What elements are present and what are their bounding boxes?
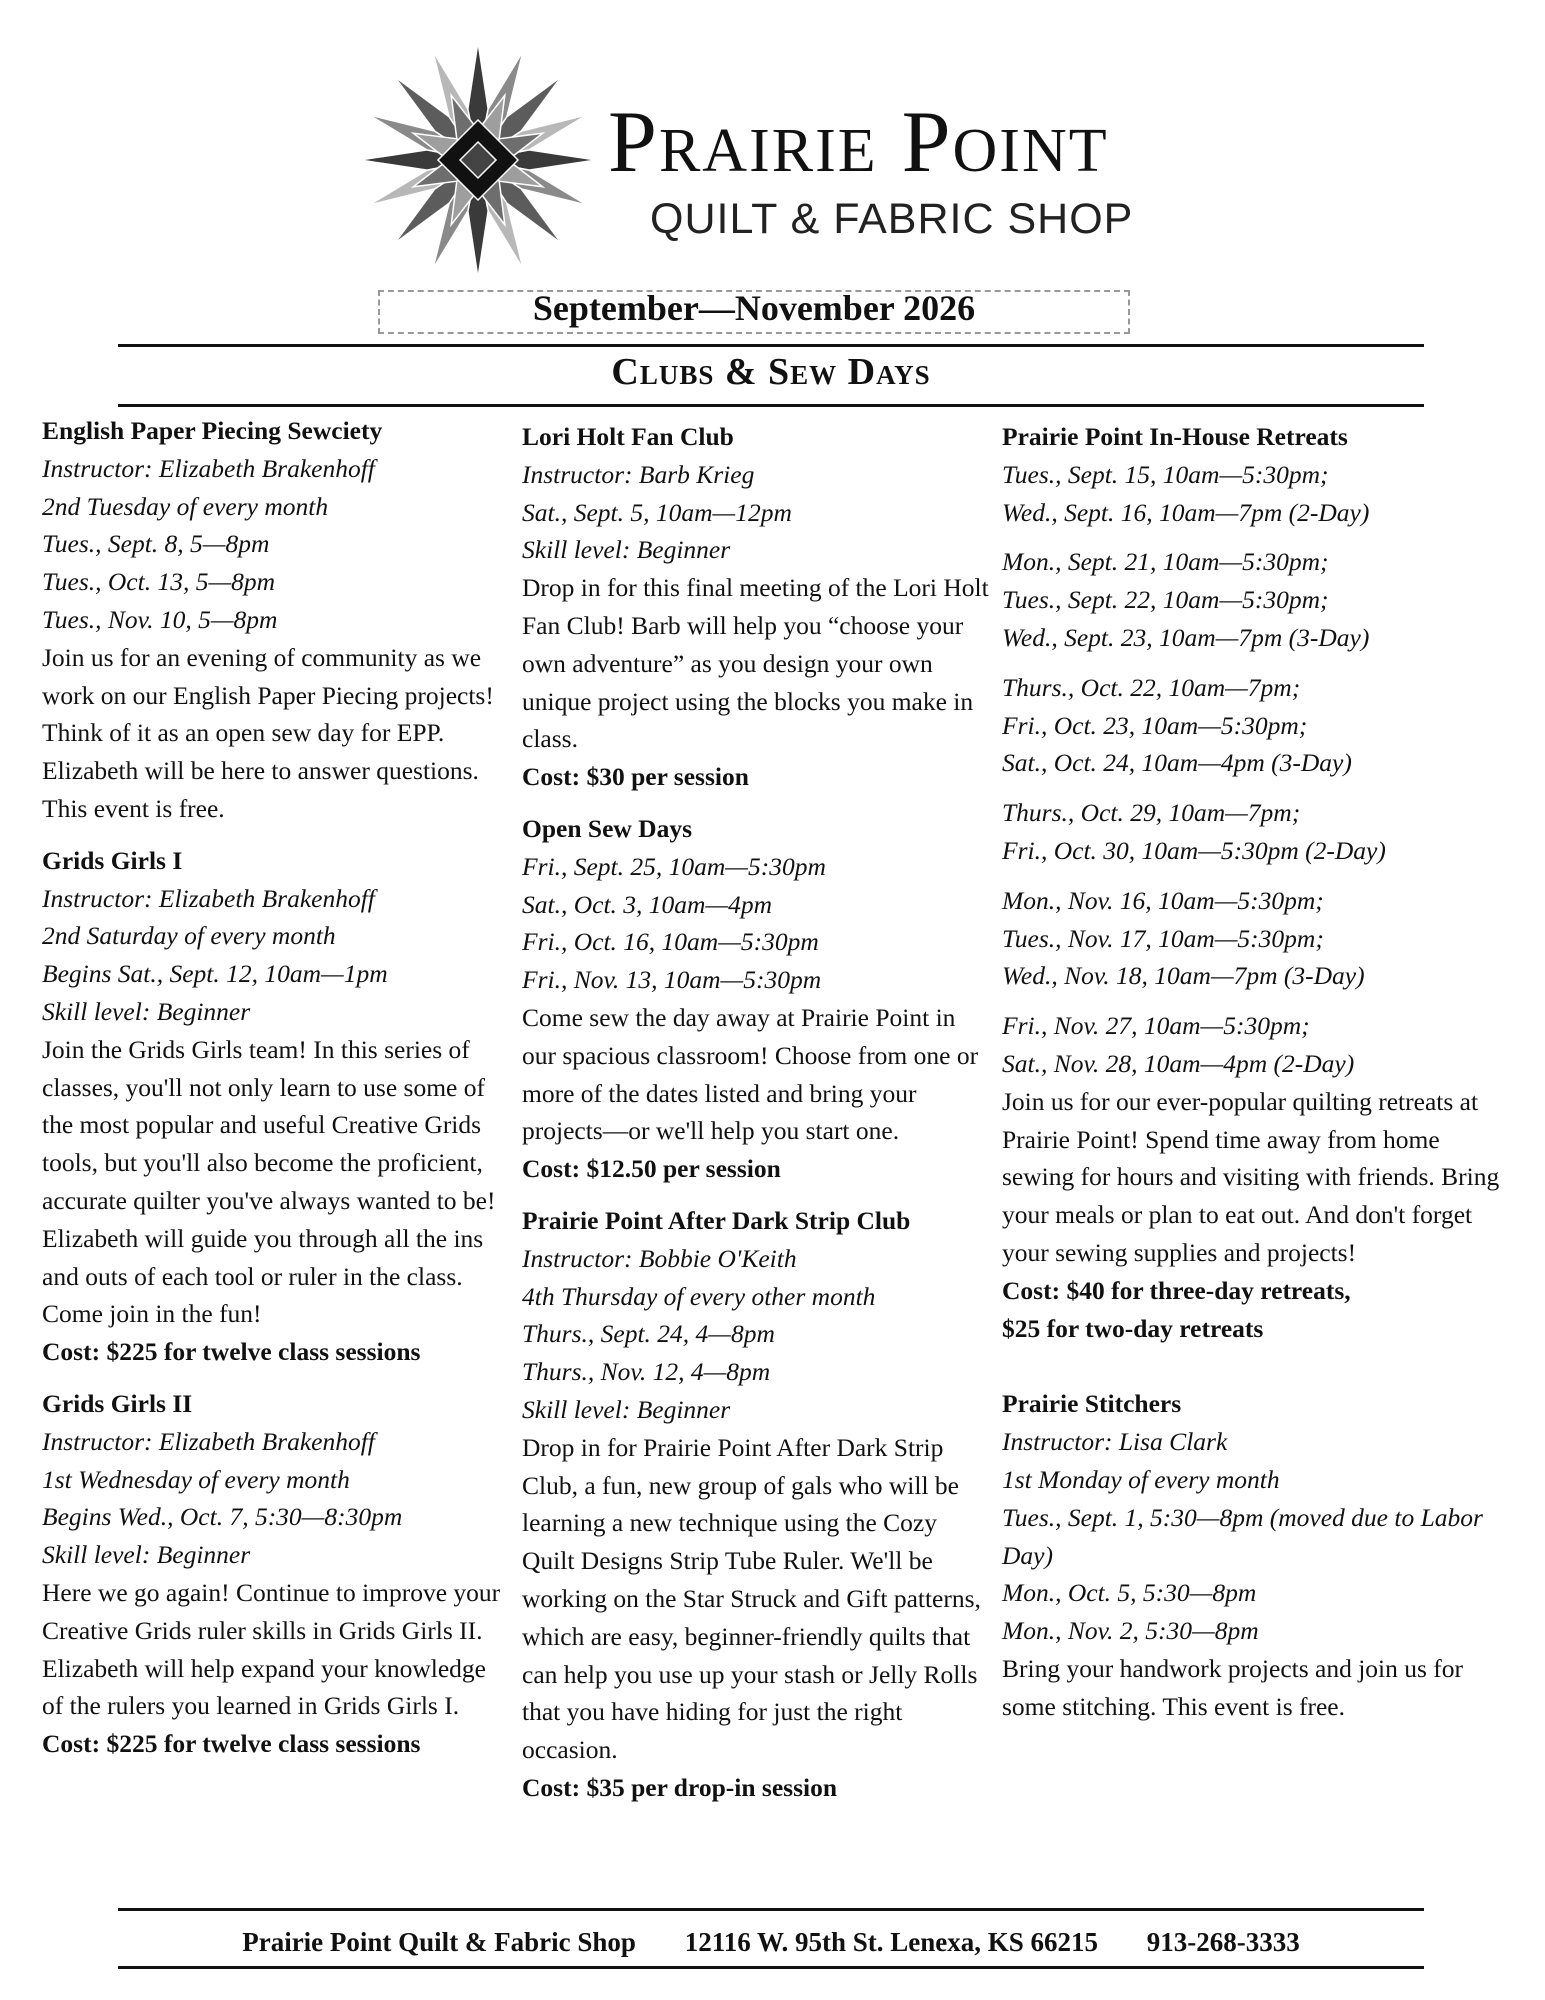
event-date: Fri., Oct. 23, 10am—5:30pm; <box>1002 710 1308 740</box>
event-instructor: Instructor: Bobbie O'Keith <box>522 1243 797 1273</box>
event-date: Tues., Nov. 10, 5—8pm <box>42 604 278 634</box>
event-date: Mon., Nov. 16, 10am—5:30pm; <box>1002 885 1324 915</box>
footer-shop-name: Prairie Point Quilt & Fabric Shop <box>242 1927 636 1957</box>
event-cost: Cost: $30 per session <box>522 762 749 792</box>
event-skill-level: Skill level: Beginner <box>522 535 731 565</box>
event-instructor: Instructor: Elizabeth Brakenhoff <box>42 453 375 483</box>
event-english-paper-piecing <box>42 412 512 828</box>
event-schedule: 2nd Saturday of every month <box>42 921 336 951</box>
event-description: Drop in for this final meeting of the Lori Holt Fan Club! Barb will help you “choose your own adventure” as you design your own unique project using the blocks you make in class. <box>522 573 989 754</box>
event-grids-girls-2 <box>42 1385 512 1763</box>
event-date: Sat., Oct. 24, 10am—4pm (3-Day) <box>1002 748 1352 778</box>
retreat-group <box>1002 1007 1502 1083</box>
event-date: Thurs., Nov. 12, 4—8pm <box>522 1357 771 1387</box>
event-date: Tues., Oct. 13, 5—8pm <box>42 567 276 597</box>
event-date: Wed., Sept. 16, 10am—7pm (2-Day) <box>1002 497 1370 527</box>
event-title: English Paper Piecing Sewciety <box>42 416 383 445</box>
event-date: Sat., Sept. 5, 10am—12pm <box>522 497 792 527</box>
event-date: Tues., Sept. 8, 5—8pm <box>42 529 270 559</box>
event-instructor: Instructor: Lisa Clark <box>1002 1427 1228 1457</box>
footer-phone: 913-268-3333 <box>1146 1927 1300 1957</box>
event-description: Join us for our ever-popular quilting retreats at Prairie Point! Spend time away from home sewing for hours and visiting with friends. Bring your meals or plan to eat out. And don't forget your sewing supplies and projects! <box>1002 1086 1500 1267</box>
event-date: Fri., Oct. 30, 10am—5:30pm (2-Day) <box>1002 835 1386 865</box>
column-right <box>1002 418 1502 1726</box>
event-cost: Cost: $225 for twelve class sessions <box>42 1729 421 1759</box>
event-date: Begins Wed., Oct. 7, 5:30—8:30pm <box>42 1502 403 1532</box>
section-title: Clubs & Sew Days <box>611 351 931 393</box>
event-skill-level: Skill level: Beginner <box>522 1394 731 1424</box>
event-date: Mon., Nov. 2, 5:30—8pm <box>1002 1616 1259 1646</box>
event-description: Join the Grids Girls team! In this series of classes, you'll not only learn to use some of the most popular and useful Creative Grids tools, but you'll also become the proficient, accurate quilter you've always wanted to be! Elizabeth will guide you through all the ins and outs of each tool or ruler in the class. Come join in the fun! <box>42 1034 496 1329</box>
footer-top-rule <box>118 1908 1424 1911</box>
event-schedule: 1st Wednesday of every month <box>42 1464 350 1494</box>
section-rule <box>118 404 1424 407</box>
event-schedule: 4th Thursday of every other month <box>522 1281 876 1311</box>
brand-name: Prairie Point <box>608 94 1109 191</box>
event-title: Prairie Point In-House Retreats <box>1002 422 1348 451</box>
footer-bottom-rule <box>118 1966 1424 1969</box>
event-title: Grids Girls II <box>42 1388 193 1418</box>
retreat-group <box>1002 882 1502 995</box>
event-date: Fri., Nov. 27, 10am—5:30pm; <box>1002 1011 1310 1041</box>
quilt-star-logo <box>358 40 598 280</box>
column-left <box>42 412 512 1763</box>
event-title: Prairie Stitchers <box>1002 1389 1182 1419</box>
event-skill-level: Skill level: Beginner <box>42 1540 251 1570</box>
event-date: Begins Sat., Sept. 12, 10am—1pm <box>42 959 388 989</box>
event-open-sew-days <box>522 810 992 1188</box>
retreat-group <box>1002 456 1502 532</box>
event-instructor: Instructor: Barb Krieg <box>522 459 755 489</box>
event-date: Mon., Oct. 5, 5:30—8pm <box>1002 1578 1257 1608</box>
event-cost: Cost: $225 for twelve class sessions <box>42 1337 421 1367</box>
event-date: Mon., Sept. 21, 10am—5:30pm; <box>1002 547 1329 577</box>
event-cost: Cost: $40 for three-day retreats, <box>1002 1275 1351 1305</box>
date-range: September—November 2026 <box>532 288 976 328</box>
event-title: Prairie Point After Dark Strip Club <box>522 1205 911 1235</box>
event-grids-girls-1 <box>42 842 512 1371</box>
event-description: Come sew the day away at Prairie Point in our spacious classroom! Choose from one or more of the dates listed and bring your projects—or we'll help you start one. <box>522 1002 979 1146</box>
event-date: Wed., Sept. 23, 10am—7pm (3-Day) <box>1002 622 1370 652</box>
brand-subtitle: QUILT & FABRIC SHOP <box>650 195 1134 243</box>
event-description: Bring your handwork projects and join us for some stitching. This event is free. <box>1002 1653 1464 1721</box>
event-title: Grids Girls I <box>42 845 183 875</box>
footer-address: 12116 W. 95th St. Lenexa, KS 66215 <box>684 1927 1099 1957</box>
event-date: Sat., Oct. 3, 10am—4pm <box>522 889 773 919</box>
event-prairie-stitchers <box>1002 1385 1502 1725</box>
event-date: Fri., Sept. 25, 10am—5:30pm <box>522 851 826 881</box>
column-middle <box>522 418 992 1807</box>
event-description: Drop in for Prairie Point After Dark Strip Club, a fun, new group of gals who will be learning a new technique using the Cozy Quilt Designs Strip Tube Ruler. We'll be working on the Star Struck and Gift patterns, which are easy, beginner-friendly quilts that can help you use up your stash or Jelly Rolls that you have hiding for just the right occasion. <box>522 1432 981 1765</box>
event-date: Thurs., Oct. 22, 10am—7pm; <box>1002 672 1301 702</box>
event-instructor: Instructor: Elizabeth Brakenhoff <box>42 1426 375 1456</box>
page-footer <box>118 1927 1424 1958</box>
event-schedule: 1st Monday of every month <box>1002 1464 1280 1494</box>
event-lori-holt-fan-club <box>522 418 992 796</box>
event-date: Thurs., Oct. 29, 10am—7pm; <box>1002 798 1301 828</box>
event-description: Join us for an evening of community as we work on our English Paper Piecing projects! Think of it as an open sew day for EPP. Elizabeth will be here to answer questions. This event is free. <box>42 642 494 823</box>
event-after-dark-strip-club <box>522 1202 992 1807</box>
retreat-group <box>1002 543 1502 656</box>
retreat-group <box>1002 669 1502 782</box>
event-date: Tues., Nov. 17, 10am—5:30pm; <box>1002 923 1324 953</box>
event-date: Fri., Nov. 13, 10am—5:30pm <box>522 965 822 995</box>
event-cost: Cost: $35 per drop-in session <box>522 1772 838 1802</box>
event-date: Tues., Sept. 1, 5:30—8pm (moved due to Labor Day) <box>1002 1502 1483 1570</box>
event-date: Tues., Sept. 15, 10am—5:30pm; <box>1002 459 1329 489</box>
event-in-house-retreats <box>1002 418 1502 1347</box>
event-title: Lori Holt Fan Club <box>522 422 734 451</box>
event-cost: $25 for two-day retreats <box>1002 1313 1264 1343</box>
event-date: Wed., Nov. 18, 10am—7pm (3-Day) <box>1002 961 1365 991</box>
event-date: Fri., Oct. 16, 10am—5:30pm <box>522 927 819 957</box>
event-title: Open Sew Days <box>522 813 693 843</box>
event-description: Here we go again! Continue to improve your Creative Grids ruler skills in Grids Girls II. Elizabeth will help expand your knowledge of the rulers you learned in Grids Girls I. <box>42 1577 501 1721</box>
event-date: Tues., Sept. 22, 10am—5:30pm; <box>1002 585 1329 615</box>
retreat-group <box>1002 794 1502 870</box>
event-date: Thurs., Sept. 24, 4—8pm <box>522 1319 775 1349</box>
top-rule <box>118 344 1424 347</box>
event-schedule: 2nd Tuesday of every month <box>42 491 329 521</box>
event-date: Sat., Nov. 28, 10am—4pm (2-Day) <box>1002 1048 1355 1078</box>
page-header <box>0 0 1545 330</box>
event-skill-level: Skill level: Beginner <box>42 996 251 1026</box>
event-instructor: Instructor: Elizabeth Brakenhoff <box>42 883 375 913</box>
event-cost: Cost: $12.50 per session <box>522 1154 781 1184</box>
